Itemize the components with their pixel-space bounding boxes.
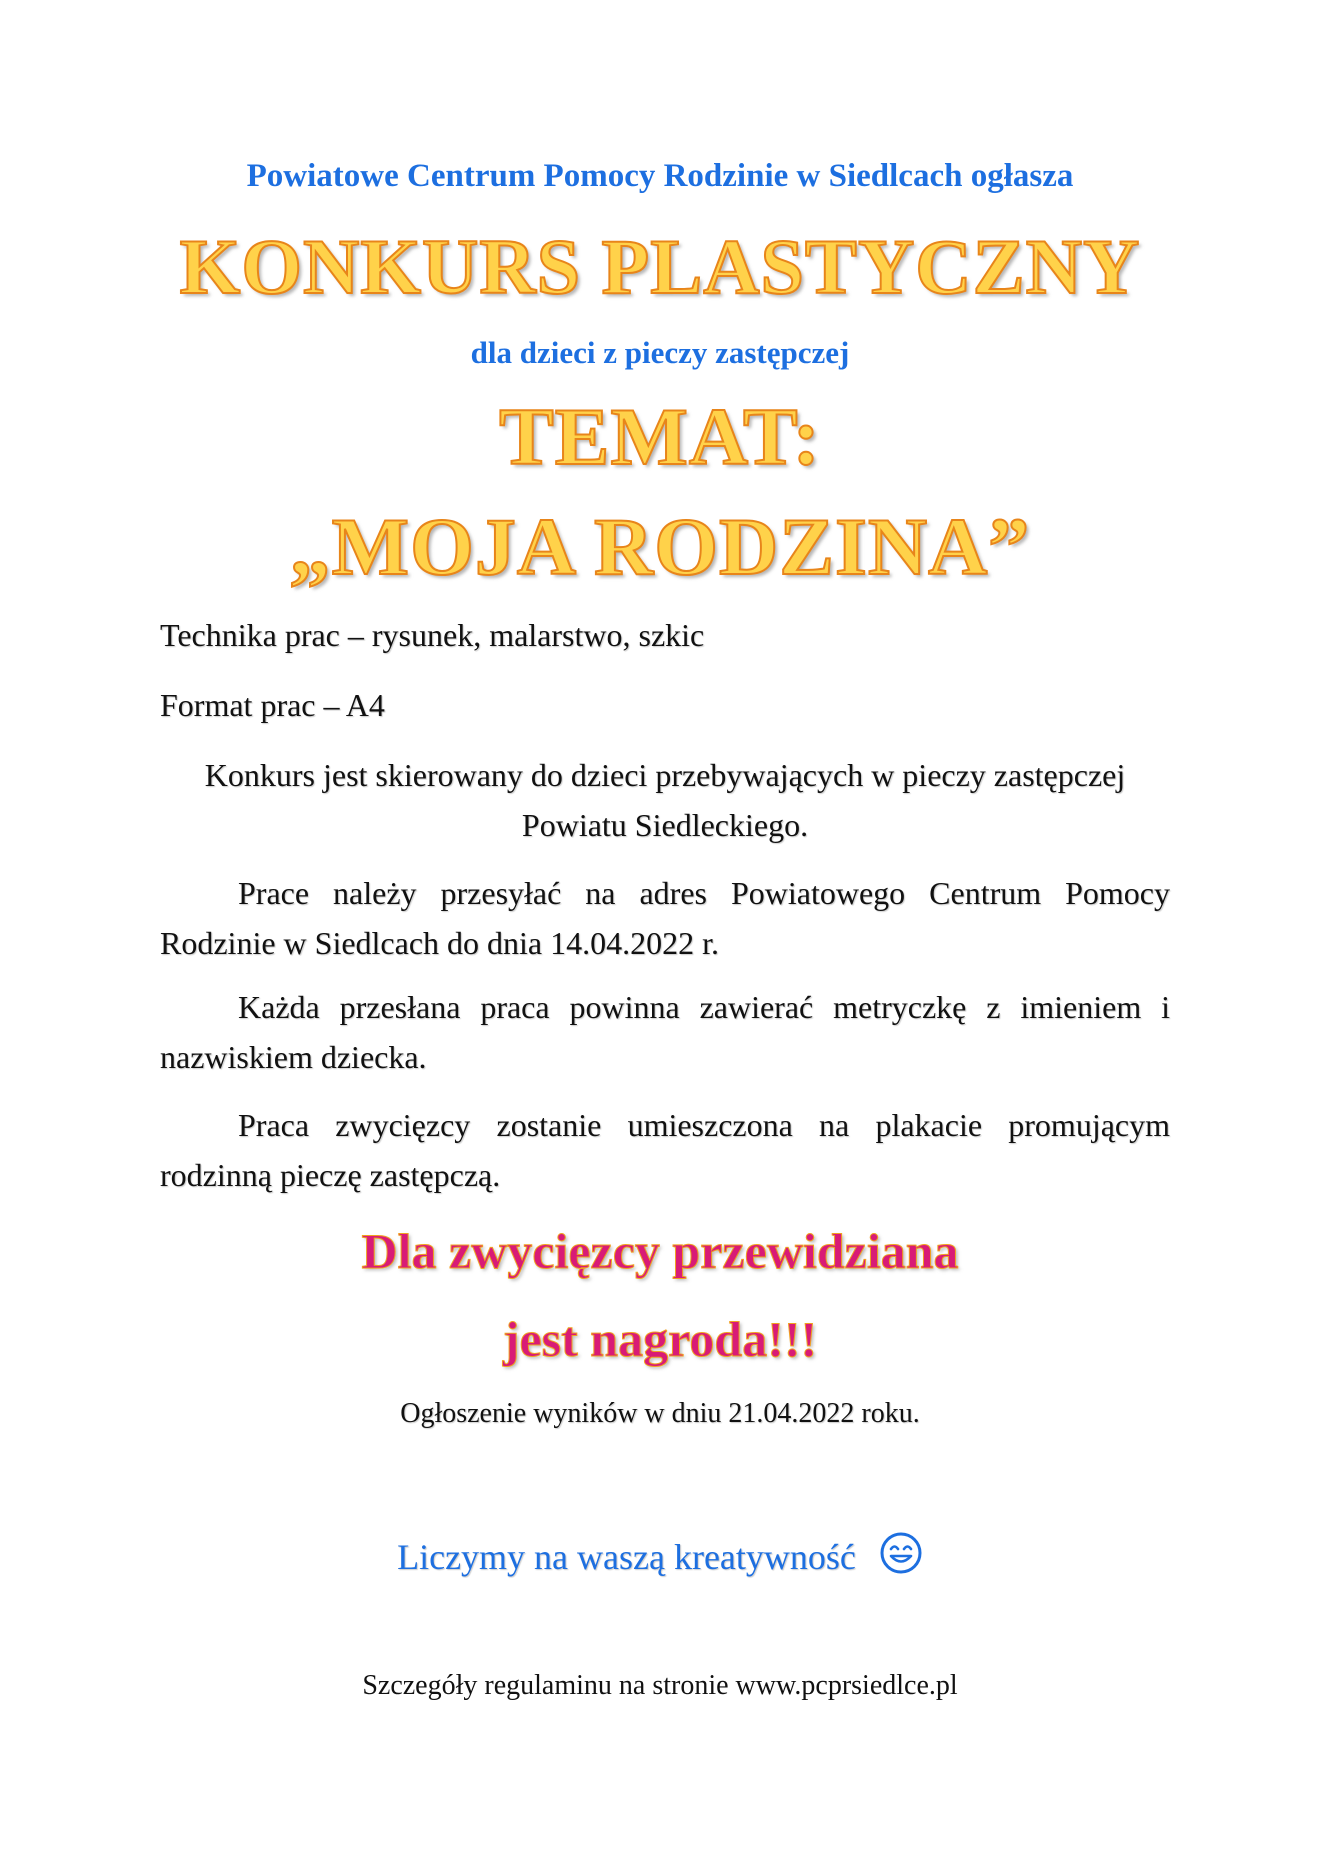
contest-title: KONKURS PLASTYCZNY (179, 223, 1141, 310)
prize-heading-line-1: Dla zwycięzcy przewidziana (361, 1223, 959, 1279)
encouragement-text: Liczymy na waszą kreatywność (397, 1536, 856, 1577)
format-line: Format prac – A4 (160, 687, 385, 723)
metric-paragraph: Każda przesłana praca powinna zawierać metryczkę z imieniem i nazwiskiem dziecka. (160, 989, 1170, 1075)
audience-paragraph: Konkurs jest skierowany do dzieci przebywających w pieczy zastępczej Powiatu Siedleckiego. (204, 757, 1126, 843)
technique-line: Technika prac – rysunek, malarstwo, szkic (160, 617, 705, 653)
topic-label: TEMAT: (499, 391, 821, 482)
winner-paragraph: Praca zwycięzcy zostanie umieszczona na plakacie promującym rodzinną pieczę zastępczą. (160, 1107, 1170, 1193)
encouragement-line (0, 1534, 1320, 1587)
organizer-announcement: Powiatowe Centrum Pomocy Rodzinie w Siedlcach ogłasza (246, 158, 1074, 194)
topic-value: „MOJA RODZINA” (289, 501, 1031, 592)
regulations-details: Szczegóły regulaminu na stronie www.pcprsiedlce.pl (362, 1670, 958, 1701)
results-announcement: Ogłoszenie wyników w dniu 21.04.2022 roku. (400, 1398, 920, 1429)
prize-heading-line-2: jest nagroda!!! (502, 1311, 818, 1367)
smiley-face-icon (879, 1531, 923, 1584)
deadline-paragraph: Prace należy przesyłać na adres Powiatowego Centrum Pomocy Rodzinie w Siedlcach do dnia 14.04.2022 r. (160, 875, 1170, 961)
contest-audience-subtitle: dla dzieci z pieczy zastępczej (470, 335, 850, 370)
